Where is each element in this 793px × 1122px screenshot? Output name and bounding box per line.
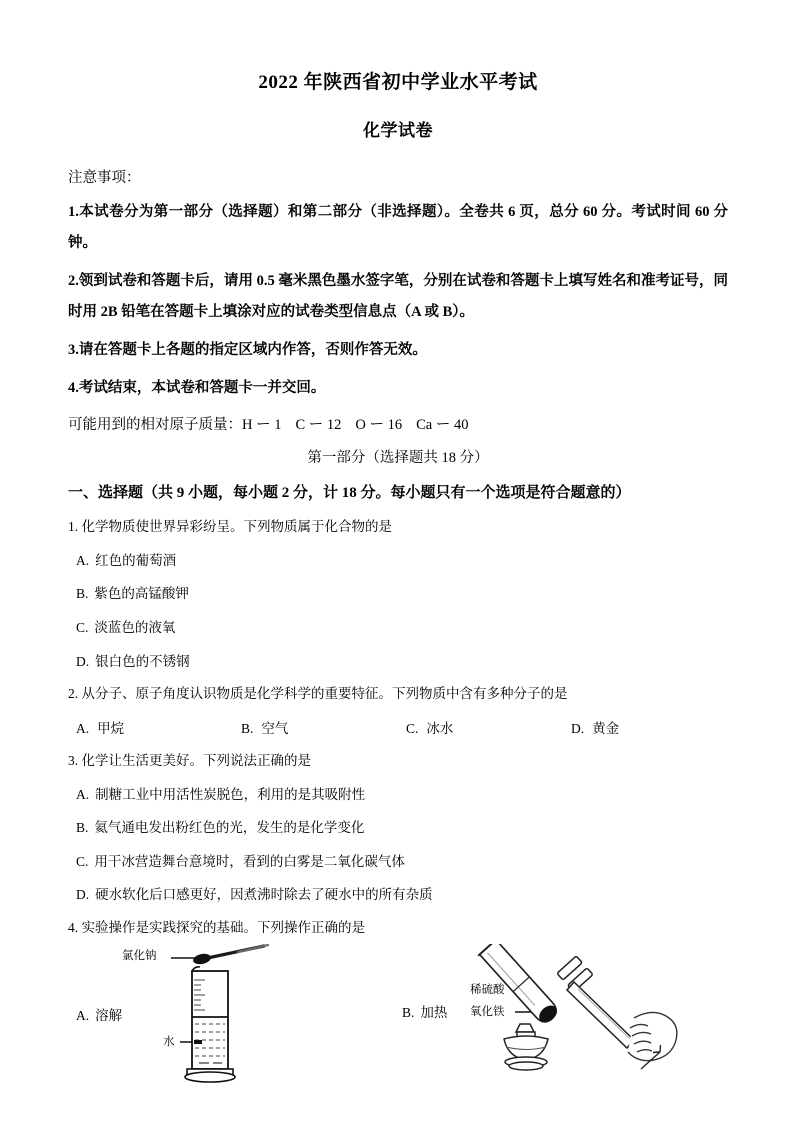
- question-4-number: 4.: [68, 919, 79, 935]
- question-1-options: [68, 536, 728, 670]
- question-3-number: 3.: [68, 753, 79, 769]
- question-2-number: 2.: [68, 686, 79, 702]
- question-3-option-b[interactable]: [68, 803, 728, 837]
- question-4: [68, 904, 728, 1105]
- sodium-chloride-label: 氯化钠: [122, 950, 157, 963]
- option-text: 甲烷: [97, 720, 125, 736]
- option-text: 氦气通电发出粉红色的光，发生的是化学变化: [94, 820, 365, 836]
- question-4-option-b[interactable]: [398, 944, 728, 1104]
- notice-item-1: 1.本试卷分为第一部分（选择题）和第二部分（非选择题）。全卷共 6 页，总分 60 分。考试时间 60 分钟。: [68, 203, 728, 251]
- question-1-option-d[interactable]: [68, 637, 728, 671]
- question-2-option-d[interactable]: [571, 720, 736, 738]
- atomic-mass-h: H ー 1: [242, 416, 282, 433]
- question-3-option-c[interactable]: [68, 837, 728, 871]
- option-letter: C.: [76, 619, 89, 635]
- atomic-mass-ca: Ca ー 40: [416, 416, 469, 433]
- heating-apparatus-diagram: [398, 944, 728, 1104]
- option-letter: C.: [406, 720, 419, 736]
- dissolving-apparatus-diagram: [68, 944, 398, 1104]
- question-3-text: 化学让生活更美好。下列说法正确的是: [81, 753, 311, 769]
- option-text: 冰水: [426, 720, 454, 736]
- option-letter: B.: [76, 586, 89, 602]
- question-1-option-a[interactable]: [68, 536, 728, 570]
- notice-item-2: 2.领到试卷和答题卡后，请用 0.5 毫米黑色墨水签字笔，分别在试卷和答题卡上填写姓名和准考证号，同时用 2B 铅笔在答题卡上填涂对应的试卷类型信息点（A 或 B）。: [68, 272, 728, 320]
- option-text: 空气: [261, 720, 289, 736]
- option-letter: A.: [76, 1008, 90, 1024]
- atomic-mass-o: O ー 16: [355, 416, 403, 433]
- option-text: 制糖工业中用活性炭脱色，利用的是其吸附性: [95, 786, 366, 802]
- question-2-text: 从分子、原子角度认识物质是化学科学的重要特征。下列物质中含有多种分子的是: [81, 686, 568, 702]
- option-text: 黄金: [592, 720, 620, 736]
- option-letter: A.: [76, 720, 90, 736]
- question-1-number: 1.: [68, 519, 79, 535]
- question-1-option-c[interactable]: [68, 603, 728, 637]
- notice-item-4: 4.考试结束，本试卷和答题卡一并交回。: [68, 379, 326, 396]
- question-3-option-a[interactable]: [68, 770, 728, 804]
- cylinder-base: [185, 1072, 235, 1082]
- option-letter: D.: [76, 653, 90, 669]
- question-4-option-a[interactable]: [68, 944, 398, 1104]
- relative-atomic-mass-line: [68, 404, 728, 435]
- part-one-header: 第一部分（选择题共 18 分）: [307, 450, 489, 467]
- option-text: 溶解: [95, 1008, 123, 1024]
- option-letter: B.: [402, 1005, 415, 1021]
- multiple-choice-section-head: 一、选择题（共 9 小题，每小题 2 分，计 18 分。每小题只有一个选项是符合题意的）: [68, 484, 631, 501]
- option-text: 硬水软化后口感更好，因煮沸时除去了硬水中的所有杂质: [95, 887, 433, 903]
- question-3: [68, 737, 728, 904]
- option-text: 加热: [420, 1005, 448, 1021]
- option-text: 银白色的不锈钢: [95, 653, 190, 669]
- question-2-option-a[interactable]: [76, 720, 241, 738]
- option-letter: B.: [76, 820, 89, 836]
- page-content: [68, 0, 728, 1104]
- notice-heading: 注意事项：: [68, 170, 141, 187]
- iron-oxide-label: 氧化铁: [470, 1006, 505, 1019]
- option-text: 用干冰营造舞台意境时，看到的白雾是二氧化碳气体: [94, 853, 405, 869]
- question-2-option-c[interactable]: [406, 720, 571, 738]
- test-tube-icon: [478, 944, 562, 1028]
- question-4-text: 实验操作是实践探究的基础。下列操作正确的是: [81, 919, 365, 935]
- option-letter: D.: [571, 720, 585, 736]
- question-2: [68, 670, 728, 737]
- spatula-icon: [192, 945, 268, 966]
- option-letter: A.: [76, 552, 90, 568]
- option-text: 淡蓝色的液氧: [94, 619, 176, 635]
- atomic-mass-c: C ー 12: [295, 416, 342, 433]
- question-3-options: [68, 770, 728, 904]
- question-1: [68, 503, 728, 670]
- sodium-chloride-powder: [192, 953, 212, 967]
- question-4-figures: [68, 944, 728, 1104]
- option-letter: D.: [76, 887, 90, 903]
- option-letter: A.: [76, 786, 90, 802]
- option-text: 红色的葡萄酒: [95, 552, 177, 568]
- hand-icon: [628, 1013, 677, 1061]
- question-1-option-b[interactable]: [68, 569, 728, 603]
- water-label: 水: [163, 1036, 175, 1049]
- atomic-mass-prefix: 可能用到的相对原子质量：: [68, 416, 242, 433]
- question-3-option-d[interactable]: [68, 870, 728, 904]
- dilute-sulfuric-acid-label: 稀硫酸: [470, 984, 505, 997]
- question-2-option-b[interactable]: [241, 720, 406, 738]
- holder-handle: [567, 982, 634, 1048]
- page-subtitle: 化学试卷: [363, 120, 433, 140]
- question-1-stem: [68, 518, 728, 536]
- question-1-text: 化学物质使世界异彩纷呈。下列物质属于化合物的是: [81, 519, 392, 535]
- option-text: 紫色的高锰酸钾: [94, 586, 189, 602]
- alcohol-lamp-icon: [504, 1024, 548, 1070]
- option-letter: C.: [76, 853, 89, 869]
- question-2-options: [68, 703, 728, 738]
- graduated-cylinder-icon: [185, 967, 235, 1082]
- question-2-stem: [68, 685, 728, 703]
- notice-item-3: 3.请在答题卡上各题的指定区域内作答，否则作答无效。: [68, 341, 427, 358]
- page-title: 2022 年陕西省初中学业水平考试: [258, 72, 538, 93]
- question-3-stem: [68, 752, 728, 770]
- question-4-stem: [68, 919, 728, 937]
- option-letter: B.: [241, 720, 254, 736]
